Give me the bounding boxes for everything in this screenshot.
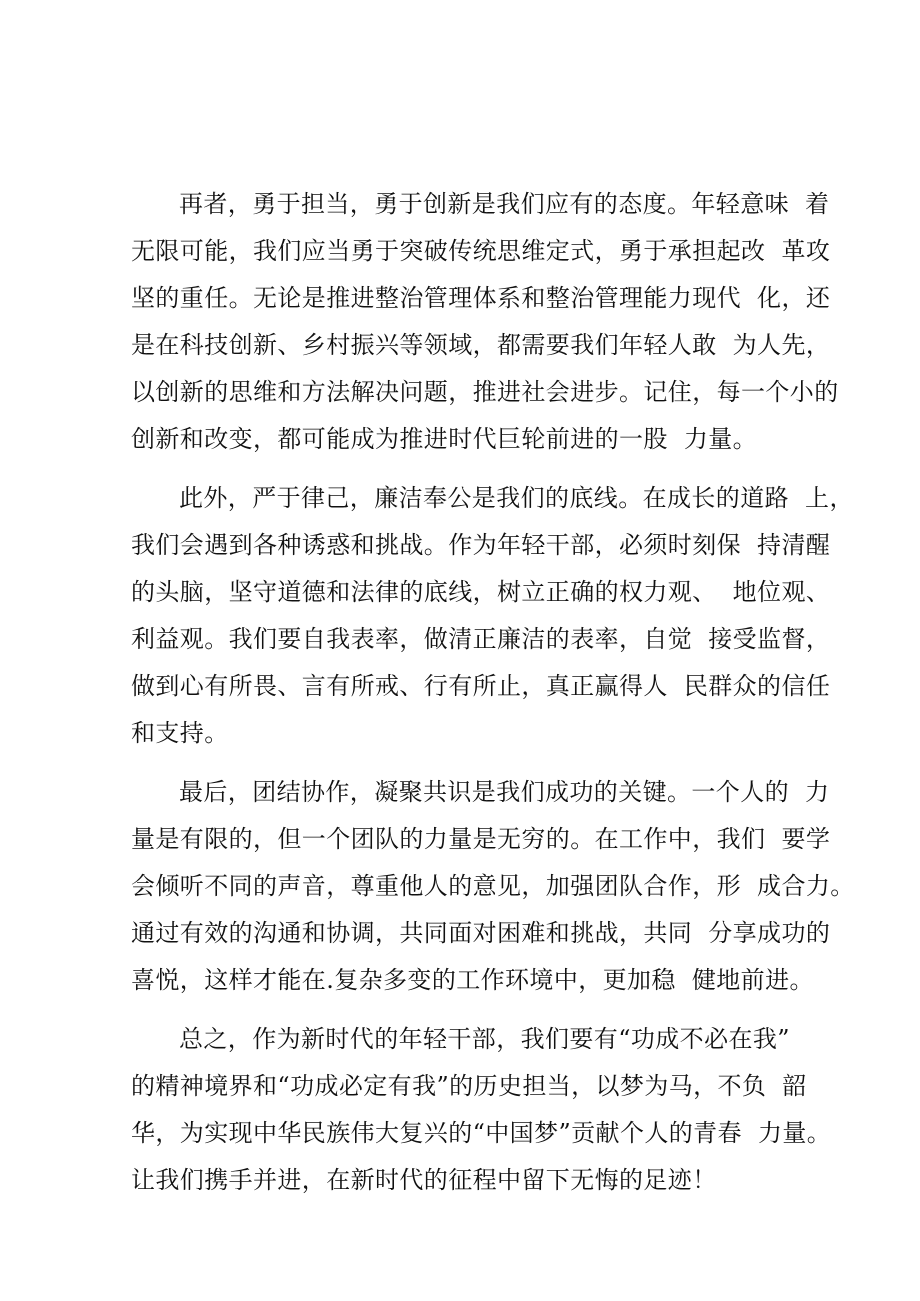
text-line: 和支持。	[131, 719, 229, 747]
text-line: 让我们携手并进，在新时代的征程中留下无悔的足迹！	[131, 1166, 717, 1194]
text-line: 量是有限的，但一个团队的力量是无穷的。在工作中，我们 要学	[131, 825, 831, 853]
document-body	[131, 181, 855, 1216]
text-line: 的头脑，坚守道德和法律的底线，树立正确的权力观、 地位观、	[131, 578, 831, 606]
text-line: 做到心有所畏、言有所戒、行有所止，真正赢得人 民群众的信任	[131, 672, 831, 700]
text-line: 通过有效的沟通和协调，共同面对困难和挑战，共同 分享成功的	[131, 919, 831, 947]
paragraph-4	[131, 1016, 831, 1204]
text-line: 喜悦，这样才能在.复杂多变的工作环境中，更加稳 健地前进。	[131, 966, 814, 994]
text-line: 此外，严于律己，廉洁奉公是我们的底线。在成长的道路 上，	[179, 484, 854, 512]
text-line: 再者，勇于担当，勇于创新是我们应有的态度。年轻意味 着	[179, 190, 830, 218]
text-line: 总之，作为新时代的年轻干部，我们要有“功成不必在我”	[179, 1025, 790, 1053]
text-line: 华，为实现中华民族伟大复兴的“中国梦”贡献个人的青春 力量。	[131, 1119, 832, 1147]
text-line: 的精神境界和“功成必定有我”的历史担当，以梦为马，不负 韶	[131, 1072, 807, 1100]
text-line: 创新和改变，都可能成为推进时代巨轮前进的一股 力量。	[131, 425, 758, 453]
text-line: 以创新的思维和方法解决问题，推进社会进步。记住，每一个小的	[131, 378, 839, 406]
text-line: 会倾听不同的声音，尊重他人的意见，加强团队合作，形 成合力。	[131, 872, 855, 900]
paragraph-2	[131, 475, 854, 757]
text-line: 是在科技创新、乡村振兴等领域，都需要我们年轻人敢 为人先，	[131, 331, 831, 359]
text-line: 最后，团结协作，凝聚共识是我们成功的关键。一个人的 力	[179, 778, 830, 806]
paragraph-3	[131, 769, 855, 1004]
text-line: 我们会遇到各种诱惑和挑战。作为年轻干部，必须时刻保 持清醒	[131, 531, 831, 559]
paragraph-1	[131, 181, 839, 463]
text-line: 无限可能，我们应当勇于突破传统思维定式，勇于承担起改 革攻	[131, 237, 831, 265]
text-line: 坚的重任。无论是推进整治管理体系和整治管理能力现代 化，还	[131, 284, 831, 312]
text-line: 利益观。我们要自我表率，做清正廉洁的表率，自觉 接受监督，	[131, 625, 831, 653]
